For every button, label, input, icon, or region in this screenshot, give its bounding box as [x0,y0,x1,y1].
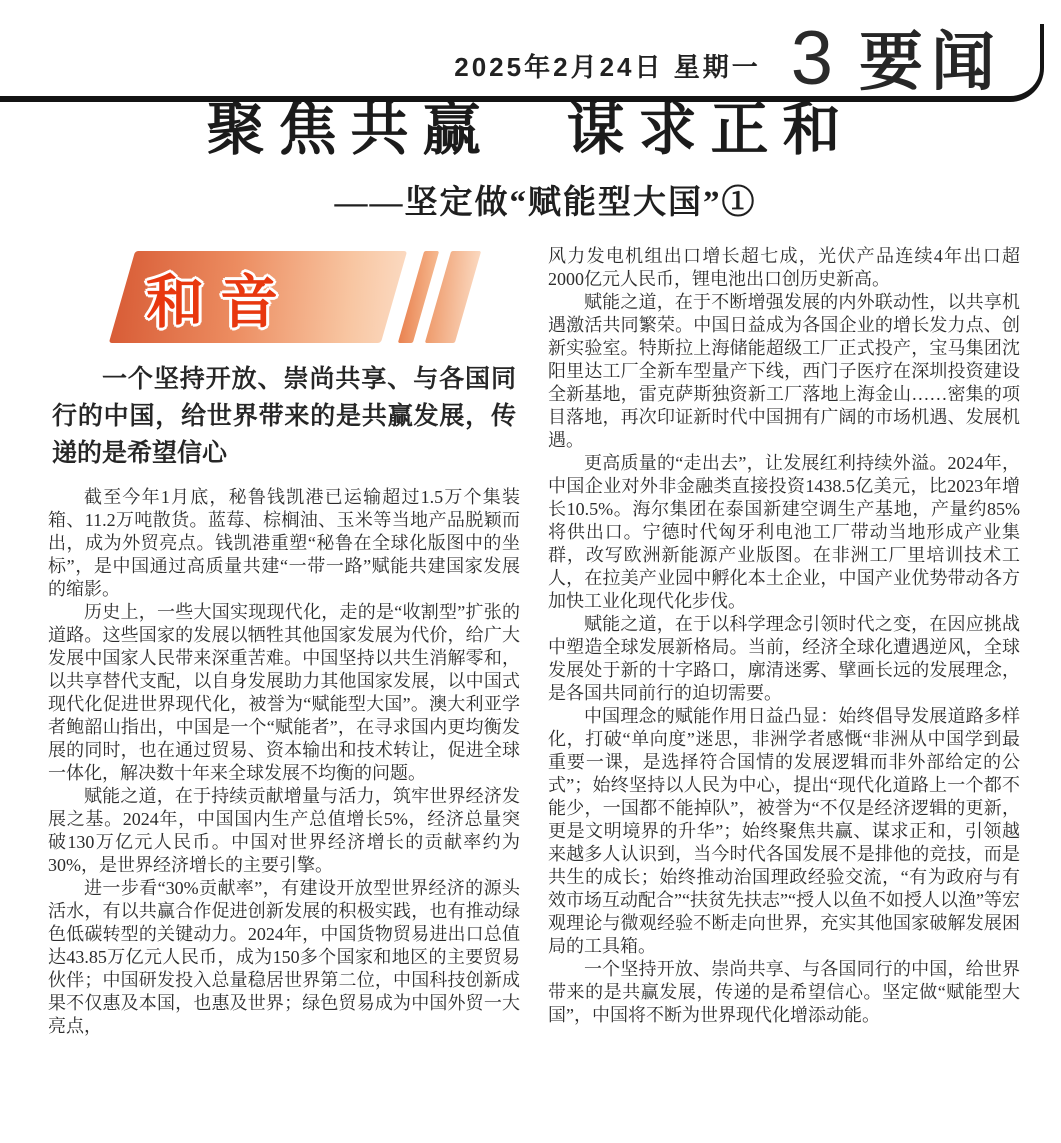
article-paragraph: 赋能之道，在于以科学理念引领时代之变，在因应挑战中塑造全球发展新格局。当前，经济全球化遭遇逆风，全球发展处于新的十字路口，廓清迷雾、擘画长远的发展理念，是各国共同前行的迫切需要。 [548,614,1020,703]
publication-date: 2025年2月24日 星期一 [454,52,761,82]
page-header [0,0,1061,102]
article-paragraph: 赋能之道，在于不断增强发展的内外联动性，以共享机遇激活共同繁荣。中国日益成为各国企业的增长发力点、创新实验室。特斯拉上海储能超级工厂正式投产，宝马集团沈阳里达工厂全新车型量产下线，西门子医疗在深圳投资建设全新基地，雷克萨斯独资新工厂落地上海金山……密集的项目落地，再次印证新时代中国拥有广阔的市场机遇、发展机遇。 [548,292,1020,450]
column-logo [108,251,460,343]
subheadline: ——坚定做“赋能型大国”① [334,185,757,221]
article-paragraph: 更高质量的“走出去”，让发展红利持续外溢。2024年，中国企业对外非金融类直接投资1438.5亿美元，比2023年增长10.5%。海尔集团在泰国新建空调生产基地，产量约85%将供出口。宁德时代匈牙利电池工厂带动当地形成产业集群，改写欧洲新能源产业版图。在非洲工厂里培训技术工人，在拉美产业园中孵化本土企业，中国产业优势带动各方加快工业化现代化步伐。 [548,453,1020,611]
logo-text: 和音 [146,270,295,335]
page-number: 3 [790,16,833,102]
article-paragraph: 历史上，一些大国实现现代化，走的是“收割型”扩张的道路。这些国家的发展以牺牲其他国家发展为代价，给广大发展中国家人民带来深重苦难。中国坚持以共生消解零和，以共享替代支配，以自身发展助力其他国家发展，以中国式现代化促进世界现代化，被誉为“赋能型大国”。澳大利亚学者鲍韶山指出，中国是一个“赋能者”，在寻求国内更均衡发展的同时，也在通过贸易、资本输出和技术转让，促进全球一体化，解决数十年来全球发展不均衡的问题。 [48,602,520,783]
article-paragraph: 中国理念的赋能作用日益凸显：始终倡导发展道路多样化，打破“单向度”迷思，非洲学者感慨“非洲从中国学到最重要一课，是选择符合国情的发展逻辑而非外部给定的公式”；始终坚持以人民为中心，提出“现代化道路上一个都不能少，一国都不能掉队”，被誉为“不仅是经济逻辑的更新，更是文明境界的升华”；始终聚焦共赢、谋求正和，引领越来越多人认识到，当今时代各国发展不是排他的竞技，而是共生的成长；始终推动治国理政经验交流，“有为政府与有效市场互动配合”“扶贫先扶志”“授人以鱼不如授人以渔”等宏观理论与微观经验不断走向世界，充实其他国家破解发展困局的工具箱。 [548,706,1020,956]
article-paragraph: 一个坚持开放、崇尚共享、与各国同行的中国，给世界带来的是共赢发展，传递的是希望信心。坚定做“赋能型大国”，中国将不断为世界现代化增添动能。 [548,959,1020,1025]
lead-paragraph: 一个坚持开放、崇尚共享、与各国同行的中国，给世界带来的是共赢发展，传递的是希望信心 [52,365,516,467]
article-columns [0,223,1061,1036]
section-title: 要闻 [859,26,1003,99]
article-paragraph-continuation: 风力发电机组出口增长超七成，光伏产品连续4年出口超2000亿元人民币，锂电池出口创历史新高。 [548,246,1020,289]
left-column [48,245,520,1036]
headline: 聚焦共赢 谋求正和 [206,97,855,162]
article-paragraph: 截至今年1月底，秘鲁钱凯港已运输超过1.5万个集装箱、11.2万吨散货。蓝莓、棕榈油、玉米等当地产品脱颖而出，成为外贸亮点。钱凯港重塑“秘鲁在全球化版图中的坐标”，是中国通过高质量共建“一带一路”赋能共建国家发展的缩影。 [48,487,520,599]
article-paragraph: 进一步看“30%贡献率”，有建设开放型世界经济的源头活水，有以共赢合作促进创新发展的积极实践，也有推动绿色低碳转型的关键动力。2024年，中国货物贸易进出口总值达43.85万亿元人民币，成为150多个国家和地区的主要贸易伙伴；中国研发投入总量稳居世界第二位，中国科技创新成果不仅惠及本国，也惠及世界；绿色贸易成为中国外贸一大亮点， [48,878,520,1036]
right-column [548,245,1020,1036]
article-paragraph: 赋能之道，在于持续贡献增量与活力，筑牢世界经济发展之基。2024年，中国国内生产总值增长5%，经济总量突破130万亿元人民币。中国对世界经济增长的贡献率约为30%，是世界经济增长的主要引擎。 [48,786,520,875]
